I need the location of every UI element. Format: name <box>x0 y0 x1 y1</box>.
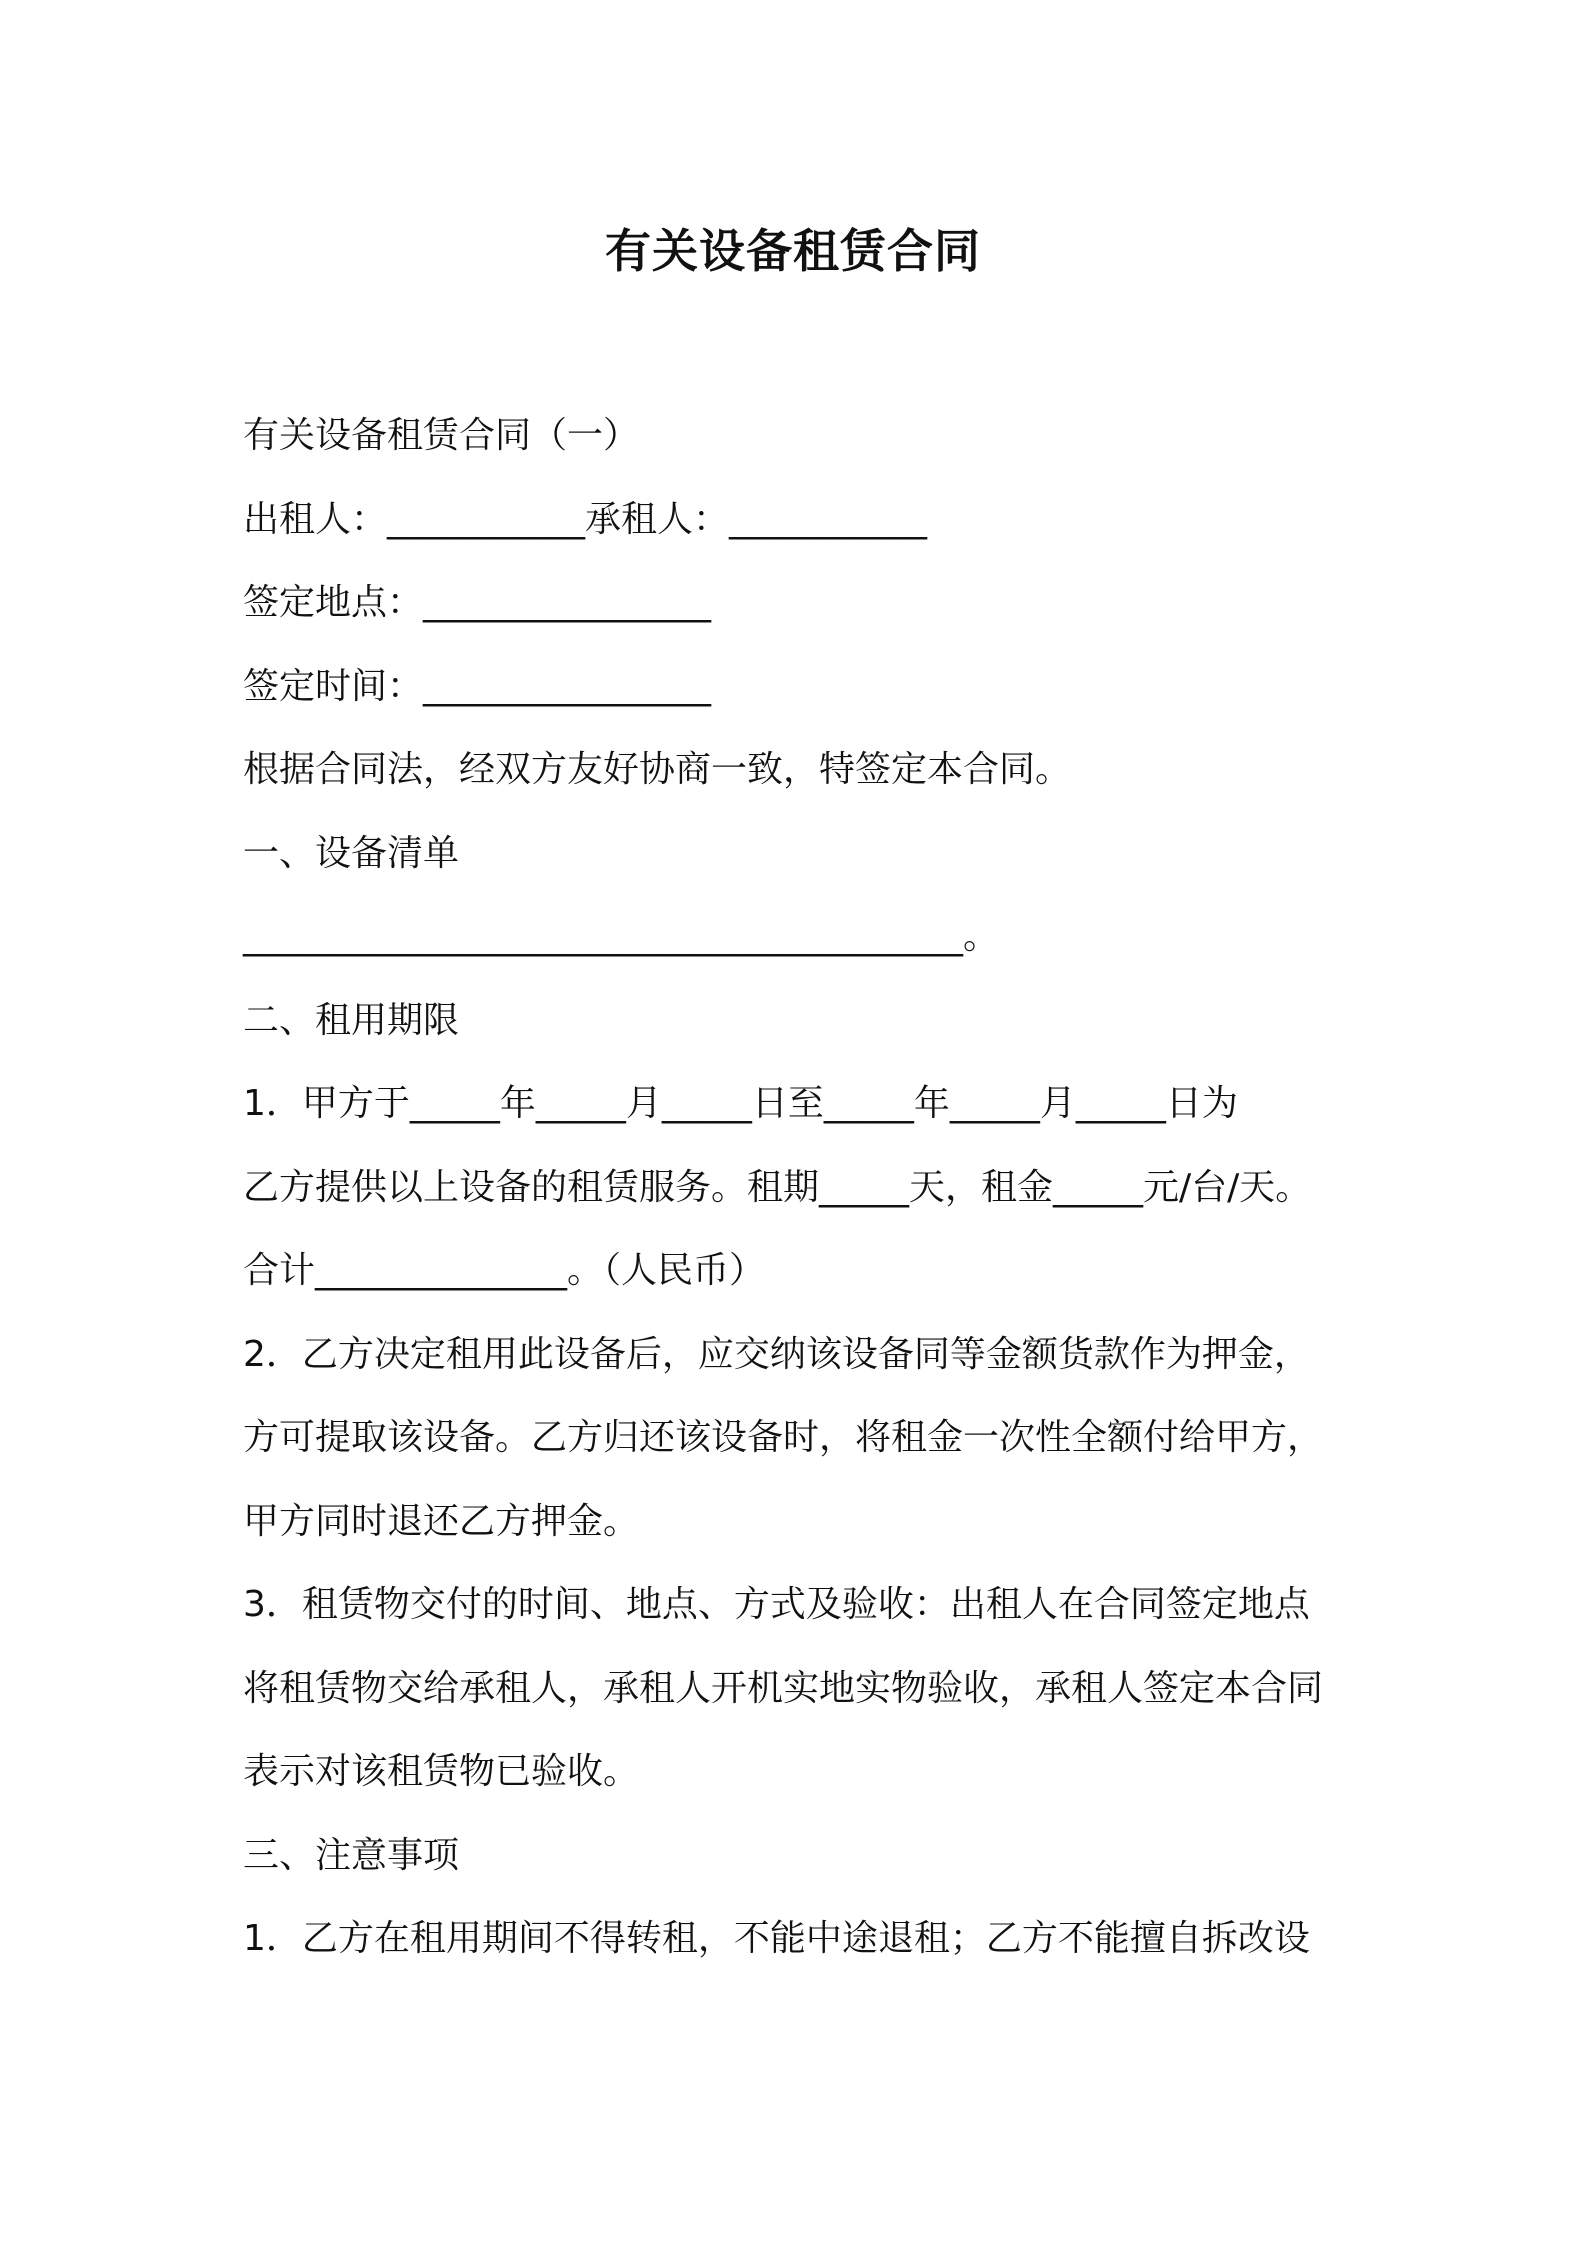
signing-time-line: 签定时间：________________ <box>243 665 712 707</box>
clause-line: 甲方同时退还乙方押金。 <box>243 1500 640 1542</box>
preamble-line: 根据合同法，经双方友好协商一致，特签定本合同。 <box>243 749 1072 790</box>
clause-line: 3．租赁物交付的时间、地点、方式及验收：出租人在合同签定地点 <box>243 1584 1310 1625</box>
section-heading-notes: 三、注意事项 <box>243 1834 460 1876</box>
clause-line: 乙方提供以上设备的租赁服务。租期_____天，租金_____元/台/天。 <box>243 1166 1312 1208</box>
parties-line: 出租人：___________承租人：___________ <box>243 498 928 540</box>
clause-line: 1．乙方在租用期间不得转租，不能中途退租；乙方不能擅自拆改设 <box>243 1918 1310 1959</box>
equipment-list-blank: ________________________________________。 <box>243 916 999 957</box>
clause-line: 2．乙方决定租用此设备后，应交纳该设备同等金额货款作为押金， <box>243 1333 1310 1375</box>
clause-line: 方可提取该设备。乙方归还该设备时，将租金一次性全额付给甲方， <box>243 1417 1324 1458</box>
clause-line: 1．甲方于_____年_____月_____日至_____年_____月_____日为 <box>243 1083 1238 1124</box>
clause-line: 表示对该租赁物已验收。 <box>243 1751 640 1792</box>
document-body <box>243 405 1373 1992</box>
section-heading-term: 二、租用期限 <box>243 999 460 1041</box>
clause-line: 将租赁物交给承租人，承租人开机实地实物验收，承租人签定本合同 <box>243 1667 1324 1709</box>
clause-line: 合计______________。（人民币） <box>243 1250 766 1291</box>
signing-place-line: 签定地点：________________ <box>243 582 712 623</box>
document-title: 有关设备租赁合同 <box>605 224 981 278</box>
subtitle-line: 有关设备租赁合同（一） <box>243 415 640 456</box>
section-heading-equipment: 一、设备清单 <box>243 832 460 874</box>
